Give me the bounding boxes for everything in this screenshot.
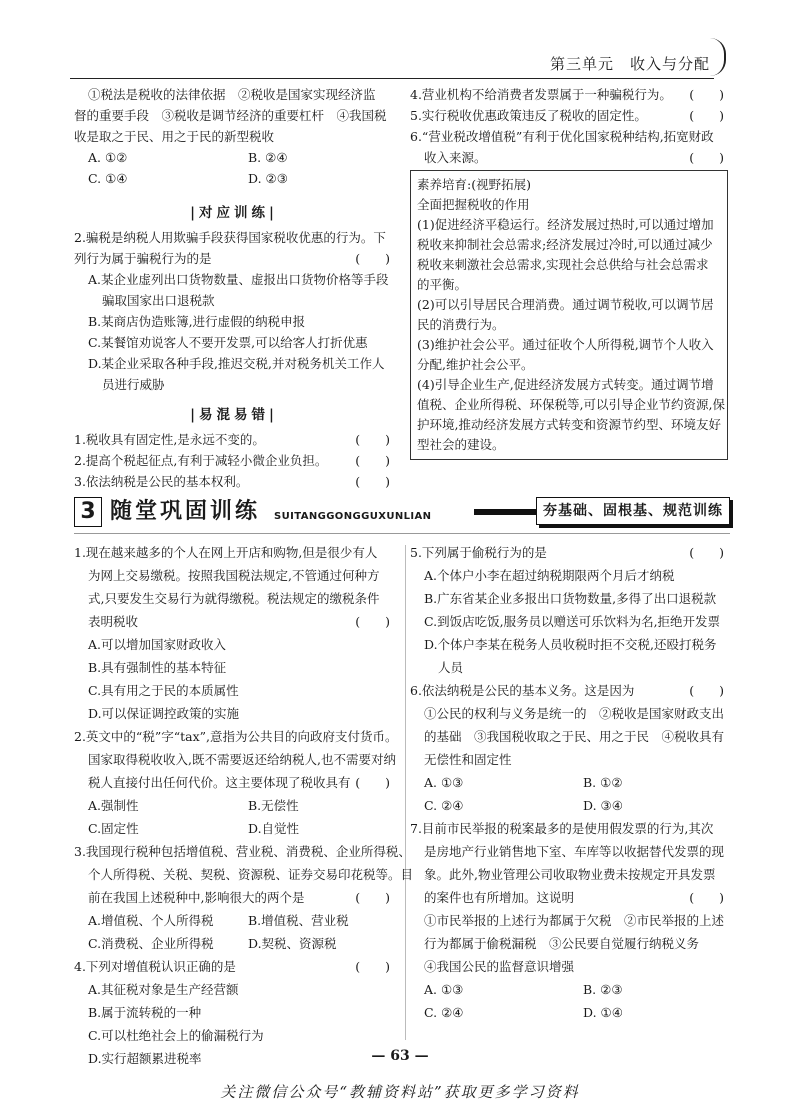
banner-rule [74,533,730,534]
q7-stem-line: 象。此外,物业管理公司收取物业费未按规定开具发票 [424,867,716,882]
tf-item: 3.依法纳税是公民的基本权利。 ( ) [74,474,390,489]
right-top-column [410,84,728,460]
tf-item: 1.税收具有固定性,是永远不变的。 ( ) [74,432,390,447]
q1-option: B.具有强制性的基本特征 [88,660,227,675]
option: C.消费税、企业所得税 [88,936,214,951]
box-line: 民的消费行为。 [417,317,505,332]
q1-stem-line: 1.现在越来越多的个人在网上开店和购物,但是很少有人 [74,545,378,560]
q3-stem-line: 前在我国上述税种中,影响很大的两个是 ( ) [88,890,390,905]
q4-stem-line: 4.下列对增值税认识正确的是 ( ) [74,959,390,974]
option: A.强制性 [88,798,139,813]
q2-option: A.某企业虚列出口货物数量、虚报出口货物价格等手段 [88,272,389,287]
q1-options-row [74,147,394,168]
tf-item-cont: 收入来源。 ( ) [424,150,724,165]
q6-stem-line: 的基础 ③我国税收取之于民、用之于民 ④税收具有 [424,729,725,744]
right-bottom-column [410,541,728,1024]
q4-option: D.实行超额累进税率 [88,1051,202,1066]
option: A.增值税、个人所得税 [88,913,214,928]
footer-note: 关注微信公众号“教辅资料站”获取更多学习资料 [220,1083,580,1101]
option: C. ①④ [88,171,128,186]
banner-pinyin: SUITANGGONGGUXUNLIAN [274,511,432,522]
option: C. ②④ [424,1005,464,1020]
q2-stem-line: 列行为属于骗税行为的是 ( ) [74,251,390,266]
q1-cont-line: 收是取之于民、用之于民的新型税收 [74,129,275,144]
box-line: 护环境,推动经济发展方式转变和资源节约型、环境友好 [417,417,721,432]
section-banner [74,497,730,527]
q6-stem-line: 无偿性和固定性 [424,752,512,767]
box-line: 值税、企业所得税、环保税等,可以引导企业节约资源,保 [417,397,725,412]
q3-options-row [74,932,394,955]
q2-stem-line: 2.英文中的“税”字“tax”,意指为公共目的向政府支付货币。 [74,729,398,744]
q1-option: D.可以保证调控政策的实施 [88,706,240,721]
box-heading: 素养培育:(视野拓展) [417,177,531,192]
option: A. ①③ [424,982,464,997]
tf-item: 2.提高个税起征点,有利于减轻小微企业负担。 ( ) [74,453,390,468]
q7-stem-line: 行为都属于偷税漏税 ③公民要自觉履行纳税义务 [424,936,700,951]
q2-stem-line: 国家取得税收收入,既不需要返还给纳税人,也不需要对纳 [88,752,396,767]
banner-slogan: 夯基础、固根基、规范训练 [536,497,730,525]
q2-option-cont: 员进行威胁 [102,377,165,392]
q5-option-cont: 人员 [438,660,464,675]
option: C. ②④ [424,798,464,813]
q3-stem-line: 个人所得税、关税、契税、资源税、证券交易印花税等。目 [88,867,414,882]
option: B.增值税、营业税 [248,913,349,928]
q5-option: B.广东省某企业多报出口货物数量,多得了出口退税款 [424,591,717,606]
option: B.无偿性 [248,798,299,813]
option: A. ①③ [424,775,464,790]
option: B. ②④ [248,150,288,165]
option: D.契税、资源税 [248,936,337,951]
q6-stem-line: ①公民的权利与义务是统一的 ②税收是国家财政支出 [424,706,725,721]
q1-option: C.具有用之于民的本质属性 [88,683,239,698]
q6-options-row [410,794,728,817]
box-line: (2)可以引导居民合理消费。通过调节税收,可以调节居 [417,297,714,312]
option: D. ③④ [583,798,623,813]
option: B. ②③ [583,982,623,997]
q2-options-row [74,794,394,817]
q5-stem-line: 5.下列属于偷税行为的是 ( ) [410,545,724,560]
tf-item: 6.“营业税改增值税”有利于优化国家税种结构,拓宽财政 [410,129,714,144]
q1-stem-line: 为网上交易缴税。按照我国税法规定,不管通过何种方 [88,568,380,583]
q4-option: C.可以杜绝社会上的偷漏税行为 [88,1028,264,1043]
box-line: 税收来刺激社会总需求,实现社会总供给与社会总需求 [417,257,709,272]
q2-options-row [74,817,394,840]
page-number: — 63 — [371,1048,429,1064]
q1-stem-line: 式,只要发生交易行为就得缴税。税法规定的缴税条件 [88,591,380,606]
q5-option: C.到饭店吃饭,服务员以赠送可乐饮料为名,拒绝开发票 [424,614,721,629]
box-line: (4)引导企业生产,促进经济发展方式转变。通过调节增 [417,377,714,392]
q7-stem-line: 是房地产行业销售地下室、车库等以收据替代发票的现 [424,844,725,859]
column-divider [405,545,406,1040]
q7-stem-line: 的案件也有所增加。这说明 ( ) [424,890,724,905]
q5-option: A.个体户小李在超过纳税期限两个月后才纳税 [424,568,675,583]
option: C.固定性 [88,821,139,836]
q7-stem-line: ①市民举报的上述行为都属于欠税 ②市民举报的上述 [424,913,725,928]
box-line: 分配,维护社会公平。 [417,357,534,372]
q4-option: B.属于流转税的一种 [88,1005,202,1020]
tf-item: 5.实行税收优惠政策违反了税收的固定性。 ( ) [410,108,724,123]
box-line: (1)促进经济平稳运行。经济发展过热时,可以通过增加 [417,217,714,232]
box-line: (3)维护社会公平。通过征收个人所得税,调节个人收入 [417,337,714,352]
q7-options-row [410,1001,728,1024]
q7-stem-line: 7.目前市民举报的税案最多的是使用假发票的行为,其次 [410,821,714,836]
literacy-box [410,170,728,460]
banner-number: 3 [74,497,102,527]
q2-stem-line: 2.骗税是纳税人用欺骗手段获得国家税收优惠的行为。下 [74,230,386,245]
tf-item: 4.营业机构不给消费者发票属于一种骗税行为。 ( ) [410,87,724,102]
q2-stem-line: 税人直接付出任何代价。这主要体现了税收具有 ( ) [88,775,390,790]
section-title-dygl: |对应训练| [190,205,278,221]
option: B. ①② [583,775,623,790]
q1-stem-line: 表明税收 ( ) [88,614,390,629]
q7-stem-line: ④我国公民的监督意识增强 [424,959,575,974]
section-title-yhyc: |易混易错| [190,407,278,423]
q1-cont-line: 督的重要手段 ③税收是调节经济的重要杠杆 ④我国税 [74,108,387,123]
box-line: 型社会的建设。 [417,437,505,452]
box-line: 税收来抑制社会总需求;经济发展过冷时,可以通过减少 [417,237,713,252]
option: A. ①② [88,150,128,165]
box-title: 全面把握税收的作用 [417,197,530,212]
q3-stem-line: 3.我国现行税种包括增值税、营业税、消费税、企业所得税、 [74,844,411,859]
unit-header: 第三单元 收入与分配 [549,55,710,73]
q5-option: D.个体户李某在税务人员收税时拒不交税,还殴打税务 [424,637,717,652]
header-bracket [710,38,726,76]
q2-option: C.某餐馆劝说客人不要开发票,可以给客人打折优惠 [88,335,368,350]
banner-title: 随堂巩固训练 [110,499,261,524]
left-top-column [74,84,394,492]
q1-option: A.可以增加国家财政收入 [88,637,227,652]
q1-cont-line: ①税法是税收的法律依据 ②税收是国家实现经济监 [88,87,376,102]
q6-stem-line: 6.依法纳税是公民的基本义务。这是因为 ( ) [410,683,724,698]
q2-option-cont: 骗取国家出口退税款 [102,293,215,308]
option: D. ①④ [583,1005,623,1020]
q3-options-row [74,909,394,932]
q2-option: D.某企业采取各种手段,推迟交税,并对税务机关工作人 [88,356,385,371]
option: D. ②③ [248,171,288,186]
q4-option: A.其征税对象是生产经营额 [88,982,239,997]
q2-option: B.某商店伪造账簿,进行虚假的纳税申报 [88,314,306,329]
q1-options-row [74,168,394,189]
q7-options-row [410,978,728,1001]
option: D.自觉性 [248,821,300,836]
q6-options-row [410,771,728,794]
box-line: 的平衡。 [417,277,468,292]
header-rule [70,78,714,79]
